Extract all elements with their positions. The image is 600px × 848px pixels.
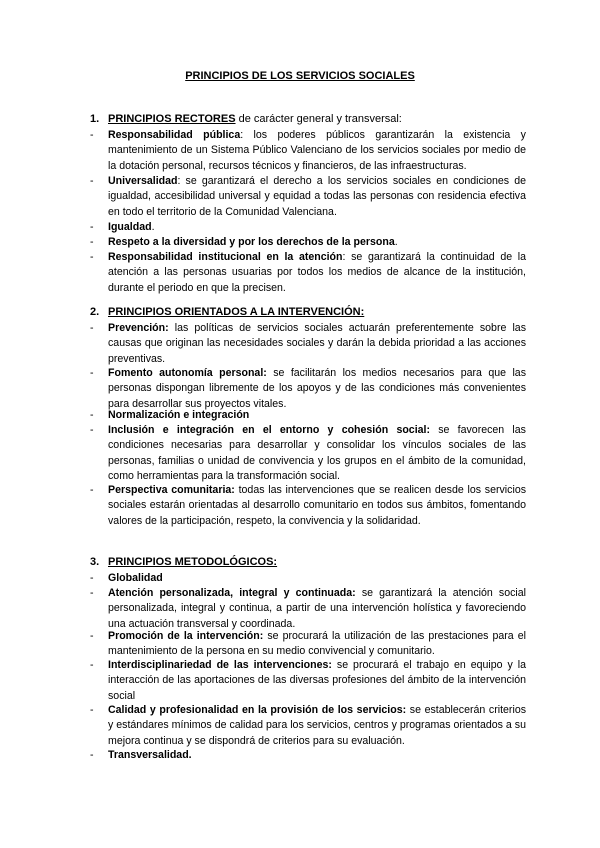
bullet-dash: -: [90, 704, 94, 716]
bullet-dash: -: [90, 630, 94, 642]
bullet-dash: -: [90, 572, 94, 584]
section-heading-3: [90, 556, 277, 568]
list-item: [90, 366, 526, 412]
item-term: Inclusión e integración en el entorno y cohesión social:: [108, 424, 430, 436]
list-item: [90, 128, 526, 174]
list-item: [90, 571, 526, 586]
list-item: [90, 483, 526, 529]
section-title-rest: de carácter general y transversal:: [235, 113, 402, 125]
bullet-dash: -: [90, 251, 94, 263]
bullet-dash: -: [90, 322, 94, 334]
item-term: Igualdad: [108, 221, 152, 233]
item-term: Globalidad: [108, 572, 163, 584]
list-item: [90, 658, 526, 704]
item-text: .: [151, 221, 155, 233]
item-text: se procurará el trabajo en equipo y la interacción de las aportaciones de las diversas profesiones del ámbito de la intervención social: [108, 659, 526, 702]
item-term: Atención personalizada, integral y continuada:: [108, 587, 356, 599]
item-term: Transversalidad.: [108, 749, 192, 761]
section-heading-1: [90, 113, 402, 125]
section-title: PRINCIPIOS METODOLÓGICOS:: [108, 556, 278, 568]
item-text: todas las intervenciones que se realicen desde los servicios sociales estarán orientadas al desarrollo comunitario en todos sus ámbitos, fomentando valores de la participación, respeto, la convivencia y la solidaridad.: [108, 484, 527, 527]
item-term: Responsabilidad institucional en la atención: [108, 251, 343, 263]
item-term: Prevención:: [108, 322, 169, 334]
item-term: Responsabilidad pública: [108, 129, 241, 141]
bullet-dash: -: [90, 221, 94, 233]
item-term: Universalidad: [108, 175, 178, 187]
list-item: [90, 220, 526, 235]
list-item: [90, 423, 526, 484]
item-term: Respeto a la diversidad y por los derechos de la persona: [108, 236, 395, 248]
item-term: Fomento autonomía personal:: [108, 367, 267, 379]
list-item: [90, 250, 526, 296]
item-text: se establecerán criterios y estándares mínimos de calidad para los servicios, centros y programas orientados a su mejora continua y se dispondrá de criterios para su evaluación.: [108, 704, 527, 747]
bullet-dash: -: [90, 129, 94, 141]
item-text: las políticas de servicios sociales actuarán preferentemente sobre las causas que originan las necesidades sociales y darán la debida prioridad a las acciones preventivas.: [108, 322, 526, 365]
item-text: : se garantizará la continuidad de la atención a las personas usuarias por todos los medios de alcance de la institución, durante el periodo en que la precisen.: [108, 251, 526, 294]
section-number: 2.: [90, 306, 100, 318]
bullet-dash: -: [90, 175, 94, 187]
section-number: 1.: [90, 113, 100, 125]
bullet-dash: -: [90, 659, 94, 671]
bullet-dash: -: [90, 424, 94, 436]
item-text: : los poderes públicos garantizarán la existencia y mantenimiento de un Sistema Público Valenciano de los servicios sociales por medio de la dotación personal, recursos técnicos y financieros, de las infraestructuras.: [108, 129, 526, 172]
item-term: Calidad y profesionalidad en la provisión de los servicios:: [108, 704, 407, 716]
bullet-dash: -: [90, 409, 94, 421]
item-text: .: [394, 236, 398, 248]
list-item: [90, 408, 526, 423]
section-title: PRINCIPIOS RECTORES: [108, 113, 236, 125]
item-text: se garantizará la atención social personalizada, integral y continua, a partir de una intervención holística y favoreciendo una actuación transversal y coordinada.: [108, 587, 526, 630]
item-term: Perspectiva comunitaria:: [108, 484, 235, 496]
list-item: [90, 703, 526, 749]
list-item: [90, 586, 526, 632]
list-item: [90, 321, 526, 367]
section-heading-2: [90, 306, 364, 318]
item-text: : se garantizará el derecho a los servicios sociales en condiciones de igualdad, accesibilidad universal y equidad a todas las personas con residencia efectiva en todo el territorio de la Comunidad Valenciana.: [108, 175, 526, 218]
item-text: se procurará la utilización de las prestaciones para el mantenimiento de la persona en su medio convivencial y comunitario.: [108, 630, 526, 658]
item-term: Normalización e integración: [108, 409, 250, 421]
section-title: PRINCIPIOS ORIENTADOS A LA INTERVENCIÓN:: [108, 306, 365, 318]
bullet-dash: -: [90, 367, 94, 379]
list-item: [90, 174, 526, 220]
item-term: Promoción de la intervención:: [108, 630, 264, 642]
list-item: [90, 629, 526, 660]
section-number: 3.: [90, 556, 100, 568]
list-item: [90, 748, 526, 763]
bullet-dash: -: [90, 236, 94, 248]
item-text: se facilitarán los medios necesarios para que las personas dispongan libremente de los apoyos y de las condiciones más convenientes para desarrollar sus proyectos vitales.: [108, 367, 526, 410]
bullet-dash: -: [90, 749, 94, 761]
page-title: PRINCIPIOS DE LOS SERVICIOS SOCIALES: [185, 70, 415, 82]
item-term: Interdisciplinariedad de las intervenciones:: [108, 659, 332, 671]
item-text: se favorecen las condiciones necesarias para desarrollar y consolidar los vínculos sociales de las personas, familias o unidad de convivencia y los grupos en el ámbito de la comunidad, como herramientas para la transformación social.: [108, 424, 526, 482]
bullet-dash: -: [90, 484, 94, 496]
list-item: [90, 235, 526, 250]
bullet-dash: -: [90, 587, 94, 599]
